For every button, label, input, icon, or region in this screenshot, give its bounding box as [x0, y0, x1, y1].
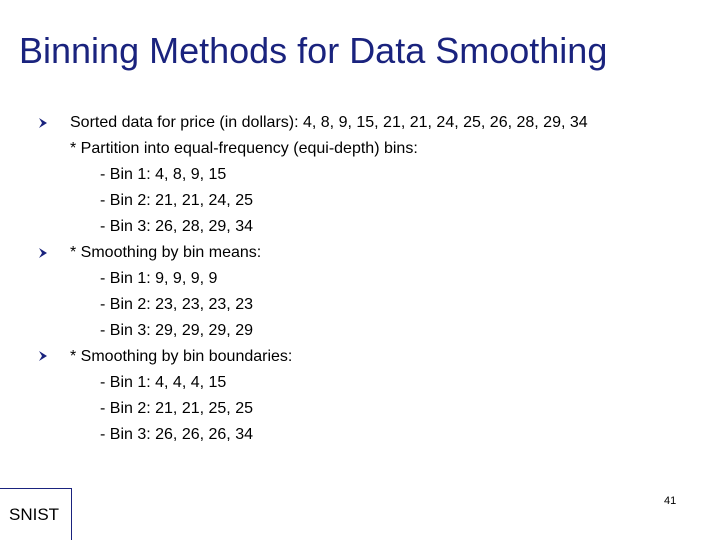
- sorted-data-line: Sorted data for price (in dollars): 4, 8, 9, 15, 21, 21, 24, 25, 26, 28, 29, 34: [70, 114, 588, 131]
- partition-bin-2: - Bin 2: 21, 21, 24, 25: [100, 192, 253, 209]
- arrow-bullet-icon: [37, 117, 49, 129]
- partition-bin-3: - Bin 3: 26, 28, 29, 34: [100, 218, 253, 235]
- means-bin-1: - Bin 1: 9, 9, 9, 9: [100, 270, 218, 287]
- partition-heading: * Partition into equal-frequency (equi-depth) bins:: [70, 140, 418, 157]
- footer-logo-text: SNIST: [9, 505, 60, 524]
- arrow-bullet-icon: [37, 350, 49, 362]
- slide-title: Binning Methods for Data Smoothing: [19, 30, 608, 71]
- means-bin-3: - Bin 3: 29, 29, 29, 29: [100, 322, 253, 339]
- boundaries-bin-1: - Bin 1: 4, 4, 4, 15: [100, 374, 227, 391]
- partition-bin-1: - Bin 1: 4, 8, 9, 15: [100, 166, 227, 183]
- boundaries-heading: * Smoothing by bin boundaries:: [70, 348, 293, 365]
- page-number: 41: [664, 495, 677, 507]
- means-bin-2: - Bin 2: 23, 23, 23, 23: [100, 296, 253, 313]
- arrow-bullet-icon: [37, 247, 49, 259]
- means-heading: * Smoothing by bin means:: [70, 244, 262, 261]
- boundaries-bin-2: - Bin 2: 21, 21, 25, 25: [100, 400, 253, 417]
- boundaries-bin-3: - Bin 3: 26, 26, 26, 34: [100, 426, 253, 443]
- footer-logo: [0, 488, 72, 540]
